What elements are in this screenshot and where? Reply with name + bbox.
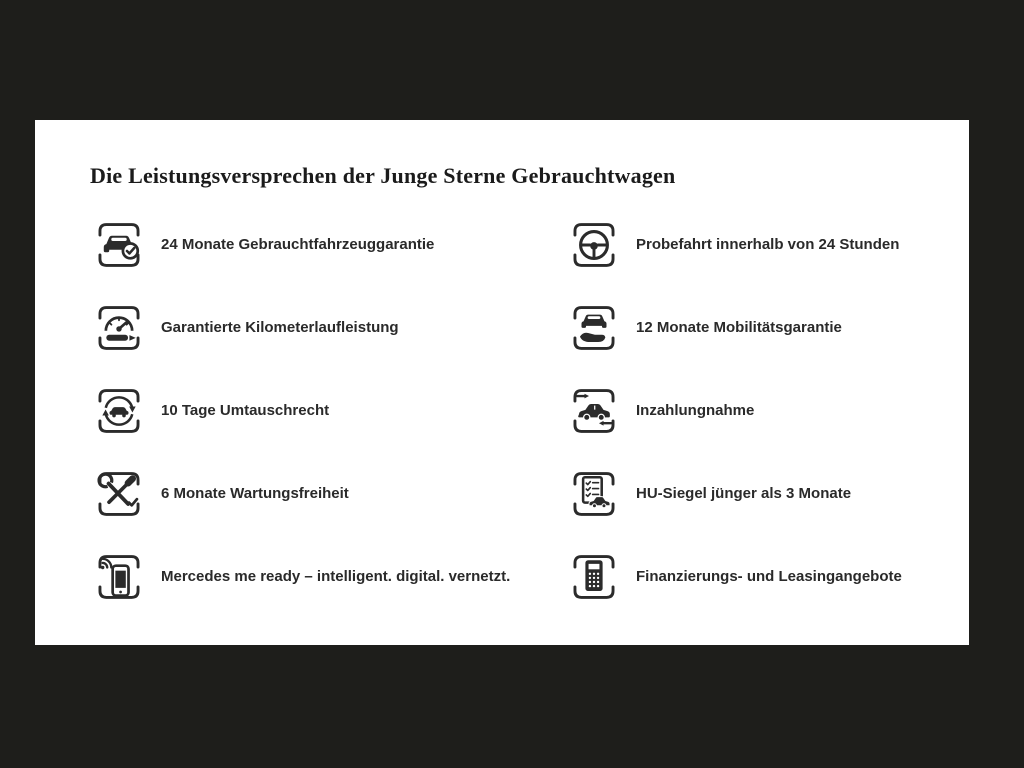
steering-wheel-icon: [565, 216, 623, 274]
benefit-item: [565, 548, 965, 606]
car-trade-in-icon: [565, 382, 623, 440]
benefit-label: Inzahlungnahme: [636, 402, 755, 419]
benefit-label: Finanzierungs- und Leasingangebote: [636, 568, 902, 585]
benefit-item: [565, 382, 965, 440]
benefit-item: [90, 216, 520, 274]
document-check-icon: [565, 465, 623, 523]
benefit-label: Garantierte Kilometerlaufleistung: [161, 319, 399, 336]
benefit-label: 10 Tage Umtauschrecht: [161, 402, 330, 419]
benefit-item: [565, 465, 965, 523]
benefit-label: 6 Monate Wartungsfreiheit: [161, 485, 349, 502]
benefit-item: [90, 382, 520, 440]
benefits-card: [35, 120, 969, 645]
page-title: Die Leistungsversprechen der Junge Sterne Gebrauchtwagen: [90, 163, 676, 188]
phone-wifi-icon: [90, 548, 148, 606]
benefit-label: 12 Monate Mobilitätsgarantie: [636, 319, 842, 336]
benefit-item: [90, 465, 520, 523]
benefits-column-left: [90, 216, 520, 631]
benefit-item: [565, 216, 965, 274]
benefits-column-right: [565, 216, 965, 631]
benefit-label: HU-Siegel jünger als 3 Monate: [636, 485, 852, 502]
calculator-icon: [565, 548, 623, 606]
tools-check-icon: [90, 465, 148, 523]
benefit-item: [90, 299, 520, 357]
speedometer-icon: [90, 299, 148, 357]
benefit-item: [90, 548, 520, 606]
car-exchange-icon: [90, 382, 148, 440]
benefit-label: 24 Monate Gebrauchtfahrzeuggarantie: [161, 236, 435, 253]
benefit-item: [565, 299, 965, 357]
car-hand-icon: [565, 299, 623, 357]
car-check-icon: [90, 216, 148, 274]
benefit-label: Probefahrt innerhalb von 24 Stunden: [636, 236, 900, 253]
benefit-label: Mercedes me ready – intelligent. digital. vernetzt.: [161, 568, 511, 585]
